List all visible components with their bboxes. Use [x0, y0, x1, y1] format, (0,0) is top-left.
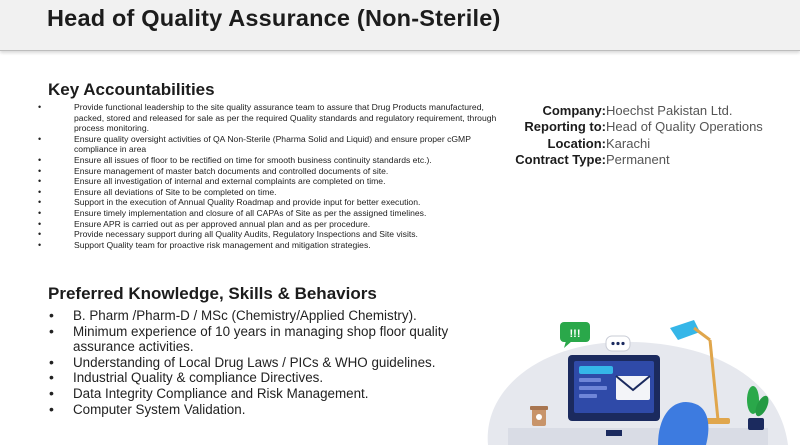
list-item: • Ensure all issues of floor to be rectified on time for smooth business continuity standards etc.).: [38, 155, 498, 166]
list-item: • Industrial Quality & compliance Directives.: [48, 370, 468, 386]
list-item: • Computer System Validation.: [48, 402, 468, 418]
list-item: • Support Quality team for proactive risk management and mitigation strategies.: [38, 240, 498, 251]
list-item: • Ensure all deviations of Site to be completed on time.: [38, 187, 498, 198]
list-item: • Provide necessary support during all Quality Audits, Regulatory Inspections and Site visits.: [38, 229, 498, 240]
reporting-label: Reporting to:: [524, 119, 606, 135]
list-item: • Ensure quality oversight activities of QA Non-Sterile (Pharma Solid and Liquid) and ensure proper cGMP compliance in area: [38, 134, 498, 155]
list-item: • Ensure management of master batch documents and controlled documents of site.: [38, 166, 498, 177]
list-item: • Minimum experience of 10 years in managing shop floor quality assurance activities.: [48, 324, 468, 355]
coffee-cup-icon: [530, 406, 548, 426]
skills-list: [48, 308, 468, 417]
location-value: Karachi: [606, 135, 651, 151]
company-row: [505, 103, 795, 119]
list-item: • Data Integrity Compliance and Risk Management.: [48, 386, 468, 402]
company-label: Company:: [542, 103, 606, 118]
typing-bubble-icon: [606, 336, 630, 351]
list-item: • Support in the execution of Annual Quality Roadmap and provide input for better execution.: [38, 197, 498, 208]
envelope-icon: [616, 376, 650, 400]
job-info-panel: [505, 103, 795, 168]
desk-surface: [508, 428, 768, 445]
key-accountabilities-heading: Key Accountabilities: [48, 80, 215, 99]
contract-value: Permanent: [606, 151, 670, 167]
list-item: • Provide functional leadership to the site quality assurance team to assure that Drug Products manufactured, packed, stored and released for sale as per the required Quality standards and regulatory requirement, through process monitoring.: [38, 102, 498, 134]
location-label: Location:: [547, 135, 606, 151]
chat-bubble-text: !!!: [569, 328, 581, 340]
skills-heading: Preferred Knowledge, Skills & Behaviors: [48, 284, 377, 303]
reporting-value: Head of Quality Operations: [606, 119, 763, 135]
location-row: [505, 136, 795, 152]
list-item: • Ensure timely implementation and closure of all CAPAs of Site as per the assigned timelines.: [38, 208, 498, 219]
company-value: Hoechst Pakistan Ltd.: [606, 103, 733, 118]
contract-label: Contract Type:: [515, 151, 606, 167]
chat-bubble-icon: [560, 322, 590, 348]
reporting-row: [505, 119, 795, 135]
contract-row: [505, 152, 795, 168]
page-title: Head of Quality Assurance (Non-Sterile): [47, 5, 501, 31]
list-item: • B. Pharm /Pharm-D / MSc (Chemistry/Applied Chemistry).: [48, 308, 468, 324]
title-bar: [0, 0, 800, 51]
list-item: • Ensure APR is carried out as per approved annual plan and as per procedure.: [38, 219, 498, 230]
accountabilities-list: [38, 102, 498, 250]
list-item: • Ensure all investigation of internal and external complaints are completed on time.: [38, 176, 498, 187]
list-item: • Understanding of Local Drug Laws / PICs & WHO guidelines.: [48, 355, 468, 371]
workspace-illustration: [448, 310, 800, 445]
